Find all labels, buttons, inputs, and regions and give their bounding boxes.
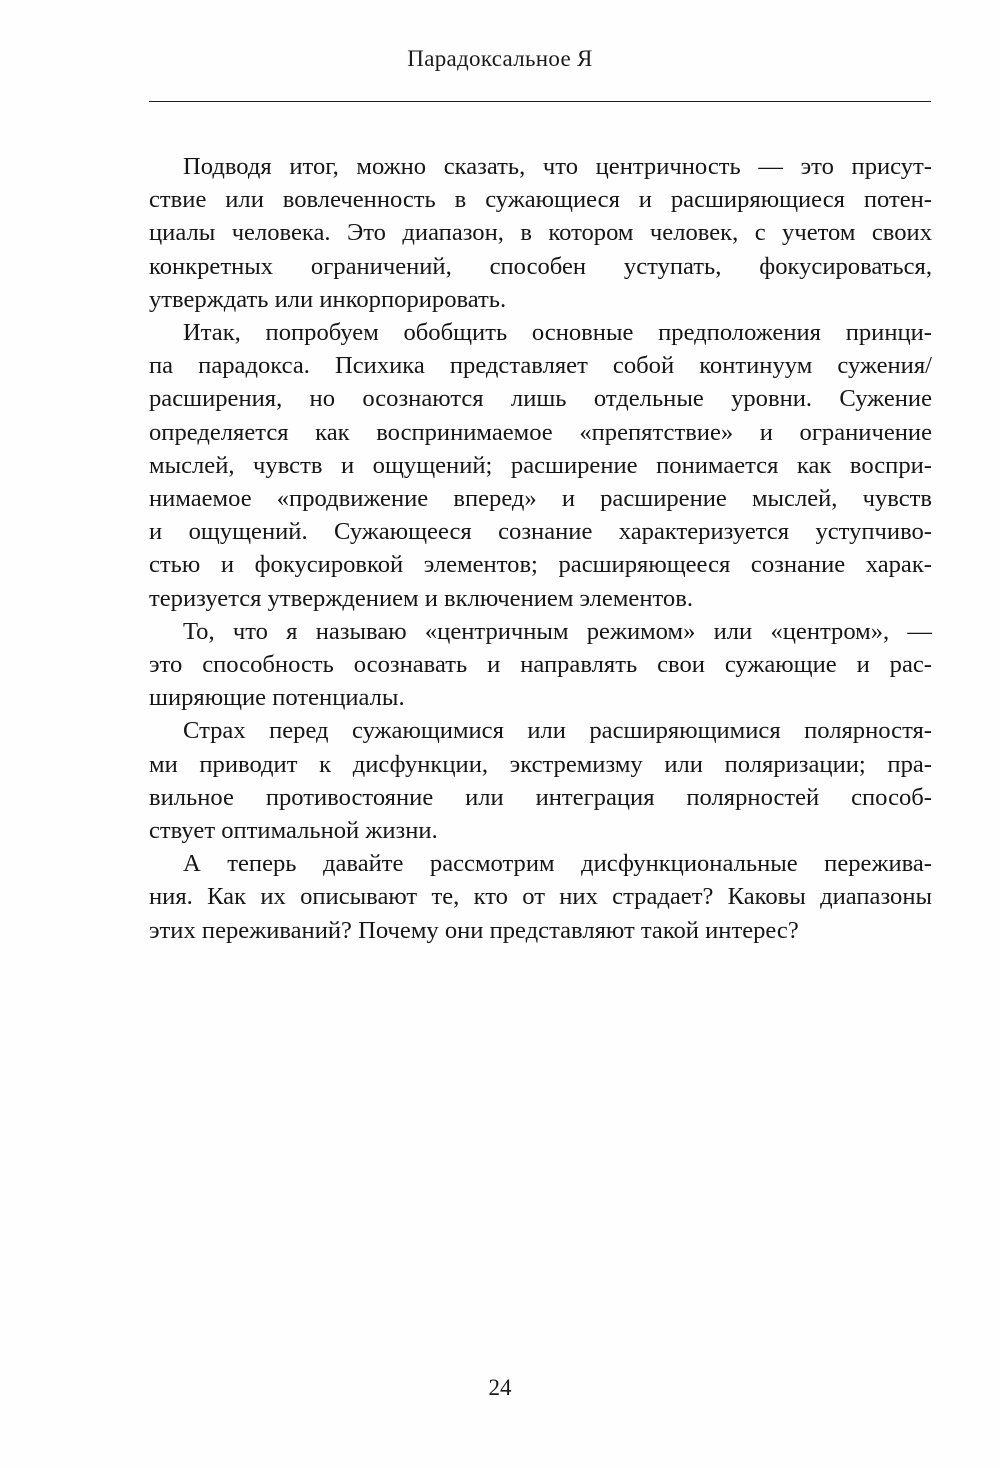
text-line: стью и фокусировкой элементов; расширяющееся сознание харак- (149, 551, 932, 579)
paragraph-dysfunctional (149, 847, 932, 947)
text-line: циалы человека. Это диапазон, в котором человек, с учетом своих (149, 219, 932, 247)
text-line: теризуется утверждением и включением элементов. (149, 584, 693, 612)
page-number: 24 (488, 1375, 512, 1400)
text-line: это способность осознавать и направлять свои сужающие и рас- (149, 651, 932, 679)
text-line: То, что я называю «центричным режимом» или «центром», — (183, 617, 932, 645)
text-line: Подводя итог, можно сказать, что центричность — это присут- (183, 153, 932, 180)
text-line: Итак, попробуем обобщить основные предположения принци- (183, 319, 932, 347)
text-line: мыслей, чувств и ощущений; расширение понимается как воспри- (149, 451, 932, 479)
running-head-title: Парадоксальное Я (407, 46, 593, 71)
text-line: утверждать или инкорпорировать. (149, 285, 507, 313)
text-line: па парадокса. Психика представляет собой континуум сужения/ (149, 352, 932, 380)
paragraph-centric-mode (149, 615, 932, 715)
text-line: конкретных ограничений, способен уступать, фокусироваться, (149, 252, 932, 280)
text-line: ствие или вовлеченность в сужающиеся и расширяющиеся потен- (149, 186, 932, 214)
paragraph-fear (149, 714, 932, 847)
body-text (149, 150, 932, 947)
paragraph-summary (149, 150, 932, 316)
header-rule (149, 101, 931, 102)
text-line: ствует оптимальной жизни. (149, 817, 438, 845)
text-line: А теперь давайте рассмотрим дисфункциональные пережива- (183, 850, 932, 878)
text-line: нимаемое «продвижение вперед» и расширение мыслей, чувств (149, 485, 932, 513)
text-line: Страх перед сужающимися или расширяющимися полярностя- (183, 717, 932, 745)
text-line: вильное противостояние или интеграция полярностей способ- (149, 783, 932, 811)
text-line: расширения, но осознаются лишь отдельные уровни. Сужение (149, 385, 932, 413)
text-line: определяется как воспринимаемое «препятствие» и ограничение (149, 418, 932, 446)
text-line: ширяющие потенциалы. (149, 684, 405, 712)
text-line: и ощущений. Сужающееся сознание характеризуется уступчиво- (149, 518, 932, 546)
text-line: этих переживаний? Почему они представляют такой интерес? (149, 916, 799, 944)
text-line: ния. Как их описывают те, кто от них страдает? Каковы диапазоны (149, 883, 932, 911)
paragraph-assumptions (149, 316, 932, 615)
text-line: ми приводит к дисфункции, экстремизму или поляризации; пра- (149, 750, 932, 778)
